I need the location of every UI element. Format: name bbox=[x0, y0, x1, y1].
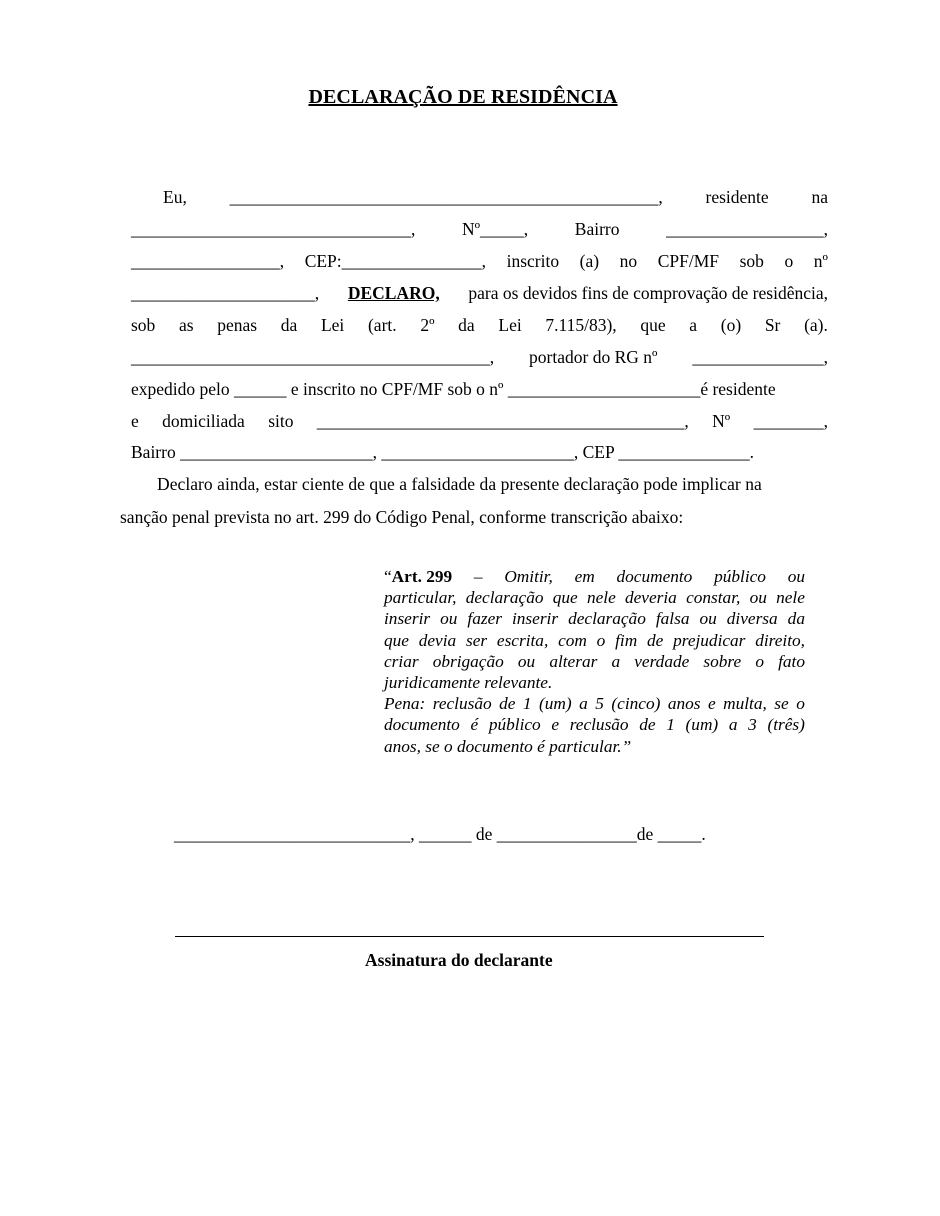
text bbox=[384, 566, 452, 587]
art-299-quote bbox=[384, 566, 805, 757]
text: verdade bbox=[634, 651, 690, 671]
text: residente bbox=[705, 187, 769, 207]
text: que bbox=[384, 630, 409, 650]
text: deveria bbox=[625, 588, 677, 608]
declaro-ainda-line-2 bbox=[120, 506, 828, 528]
text: ou bbox=[440, 609, 458, 629]
text: (a). bbox=[804, 315, 828, 335]
text: o bbox=[755, 651, 764, 671]
quote-line-8 bbox=[384, 714, 805, 735]
text: (um) bbox=[685, 715, 719, 735]
text: ou bbox=[749, 588, 767, 608]
text: 7.115/83), bbox=[545, 315, 617, 335]
neighborhood-blank: __________________, bbox=[666, 219, 828, 239]
text: nele bbox=[776, 588, 805, 608]
text: o bbox=[596, 630, 606, 650]
text: obrigação bbox=[432, 651, 504, 671]
text: da bbox=[458, 315, 475, 335]
text: fazer bbox=[467, 609, 502, 629]
text: anos, se o documento é particular.” bbox=[384, 736, 632, 756]
text: a bbox=[579, 694, 588, 714]
text: nele bbox=[586, 588, 616, 608]
text: ser bbox=[465, 630, 488, 650]
address-blank: __________________________________________, bbox=[316, 411, 689, 431]
text: documento bbox=[616, 567, 693, 586]
text: declaração bbox=[568, 609, 646, 629]
text: direito, bbox=[755, 630, 805, 650]
text: (cinco) bbox=[611, 694, 661, 714]
text: Lei bbox=[498, 315, 522, 335]
body-line-4 bbox=[131, 282, 828, 304]
text: Bairro ______________________, ______________________, CEP _______________. bbox=[131, 442, 755, 462]
text: 1 bbox=[522, 694, 532, 714]
quote-line-1 bbox=[384, 566, 805, 587]
text: (a) bbox=[579, 251, 600, 271]
text: é bbox=[470, 715, 479, 735]
text: e bbox=[707, 694, 716, 714]
text: 3 bbox=[748, 715, 757, 735]
text: Eu, bbox=[163, 187, 187, 207]
city-blank: _________________, bbox=[131, 251, 285, 271]
text: em bbox=[574, 567, 595, 586]
text: público bbox=[714, 567, 766, 586]
text: as bbox=[178, 315, 194, 335]
text: multa, bbox=[723, 694, 767, 714]
text: (art. bbox=[367, 315, 397, 335]
body-line-9 bbox=[131, 441, 828, 463]
text: sobre bbox=[703, 651, 742, 671]
text: devia bbox=[418, 630, 457, 650]
text: documento bbox=[384, 715, 460, 735]
text: domiciliada bbox=[162, 411, 245, 431]
body-line-5 bbox=[131, 314, 828, 336]
text: para os devidos fins de comprovação de residência, bbox=[468, 283, 828, 303]
street-blank: ________________________________, bbox=[131, 219, 416, 239]
text: com bbox=[558, 630, 587, 650]
text: inserir bbox=[511, 609, 559, 629]
text: de bbox=[646, 630, 664, 650]
text: fato bbox=[778, 651, 805, 671]
text: inserir bbox=[384, 609, 431, 629]
rg-blank: _______________, bbox=[692, 347, 828, 367]
text: (o) bbox=[720, 315, 742, 335]
signature-label: Assinatura do declarante bbox=[365, 950, 553, 970]
place-date-blanks: ___________________________, ______ de ________________de _____. bbox=[174, 824, 706, 844]
text: Omitir, bbox=[504, 567, 553, 586]
text: penas bbox=[217, 315, 258, 335]
text: fim bbox=[615, 630, 638, 650]
text: Sr bbox=[764, 315, 781, 335]
text: anos bbox=[667, 694, 701, 714]
text: inscrito bbox=[506, 251, 560, 271]
body-line-2 bbox=[131, 218, 828, 240]
text: que bbox=[640, 315, 666, 335]
cep-blank: CEP:________________, bbox=[304, 251, 487, 271]
text: Lei bbox=[320, 315, 345, 335]
text: da bbox=[787, 609, 805, 629]
text: criar bbox=[384, 651, 419, 671]
text: CPF/MF bbox=[657, 251, 720, 271]
text: portador do RG nº bbox=[529, 347, 658, 367]
text: prejudicar bbox=[673, 630, 746, 650]
text: ou bbox=[517, 651, 536, 671]
text: o bbox=[796, 694, 805, 714]
text: Nº bbox=[712, 411, 731, 431]
text: reclusão bbox=[569, 715, 629, 735]
text: e bbox=[551, 715, 560, 735]
quote-line-7 bbox=[384, 693, 805, 714]
text: no bbox=[619, 251, 638, 271]
signature-line bbox=[175, 936, 764, 937]
text: alterar bbox=[549, 651, 598, 671]
name-blank: _________________________________________________, bbox=[229, 187, 663, 207]
text: ou bbox=[787, 567, 805, 586]
body-line-8 bbox=[131, 410, 828, 432]
text: público bbox=[488, 715, 541, 735]
body-line-7 bbox=[131, 378, 828, 400]
quote-line-4 bbox=[384, 630, 805, 651]
text: sanção penal prevista no art. 299 do Código Penal, conforme transcrição abaixo: bbox=[120, 507, 684, 527]
dash: – bbox=[473, 567, 483, 586]
text: particular, bbox=[384, 588, 457, 608]
text: sob bbox=[739, 251, 764, 271]
text: constar, bbox=[686, 588, 741, 608]
text: (um) bbox=[539, 694, 572, 714]
text: declaração bbox=[465, 588, 544, 608]
text: o bbox=[784, 251, 794, 271]
text: Pena: bbox=[384, 694, 426, 714]
text: se bbox=[774, 694, 789, 714]
document-title-text: DECLARAÇÃO DE RESIDÊNCIA bbox=[308, 86, 618, 108]
declaro-ainda-line-1 bbox=[157, 473, 828, 495]
text: 2º bbox=[420, 315, 435, 335]
text: reclusão bbox=[432, 694, 492, 714]
art-label: Art. 299 bbox=[391, 567, 453, 586]
text: escrita, bbox=[496, 630, 549, 650]
date-line bbox=[174, 823, 706, 845]
body-line-1 bbox=[163, 186, 828, 208]
quote-line-3 bbox=[384, 608, 805, 629]
text: a bbox=[689, 315, 698, 335]
text: de bbox=[639, 715, 656, 735]
text: diversa bbox=[726, 609, 778, 629]
declaro-keyword: DECLARO, bbox=[347, 283, 440, 303]
body-line-6 bbox=[131, 346, 828, 368]
text: a bbox=[611, 651, 621, 671]
text: expedido pelo ______ e inscrito no CPF/MF sob o nº ______________________é residente bbox=[131, 379, 776, 399]
text: da bbox=[280, 315, 298, 335]
text: Bairro bbox=[574, 219, 620, 239]
text: que bbox=[552, 588, 578, 608]
text: (três) bbox=[767, 715, 805, 735]
text: Declaro ainda, estar ciente de que a falsidade da presente declaração pode implicar na bbox=[157, 474, 762, 494]
text: e bbox=[131, 411, 139, 431]
text: sito bbox=[268, 411, 294, 431]
text: de bbox=[499, 694, 516, 714]
quote-line-9 bbox=[384, 736, 805, 757]
number-blank: Nº_____, bbox=[461, 219, 529, 239]
text: nº bbox=[813, 251, 828, 271]
text: juridicamente relevante. bbox=[384, 672, 553, 692]
body-line-3 bbox=[131, 250, 828, 272]
text: falsa bbox=[655, 609, 690, 629]
text: ou bbox=[699, 609, 717, 629]
open-quote: “ bbox=[384, 567, 392, 586]
address-number-blank: ________, bbox=[753, 411, 828, 431]
text: 1 bbox=[666, 715, 675, 735]
text: sob bbox=[131, 315, 156, 335]
text: 5 bbox=[595, 694, 604, 714]
document-title bbox=[0, 86, 940, 109]
text: a bbox=[728, 715, 738, 735]
cpf-blank: _____________________, bbox=[131, 283, 320, 303]
quote-line-2 bbox=[384, 587, 805, 608]
declarant-name-blank: _________________________________________, bbox=[131, 347, 495, 367]
text: na bbox=[811, 187, 828, 207]
quote-line-6 bbox=[384, 672, 805, 693]
quote-line-5 bbox=[384, 651, 805, 672]
